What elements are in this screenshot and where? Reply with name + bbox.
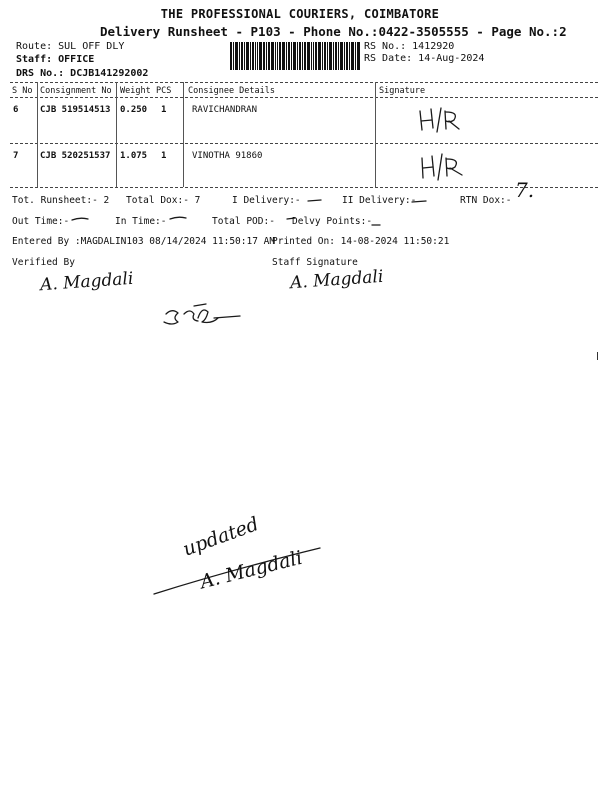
column-divider	[37, 82, 38, 187]
row-consignee: RAVICHANDRAN	[192, 105, 258, 115]
column-divider	[116, 82, 117, 187]
dash-mark	[305, 196, 325, 206]
table-header-rule	[10, 97, 598, 98]
total-runsheet: Tot. Runsheet:- 2	[12, 195, 110, 206]
route-label: Route: SUL OFF DLY	[16, 41, 125, 52]
row-sno: 6	[13, 105, 19, 115]
row-pcs: 1	[161, 151, 167, 161]
dash-mark	[370, 219, 384, 229]
verified-by-signature: A. Magdali	[39, 268, 134, 296]
table-bottom-rule	[10, 187, 598, 188]
verified-by-label: Verified By	[12, 257, 75, 268]
staff-label: Staff: OFFICE	[16, 54, 95, 65]
initials-scribble	[158, 296, 248, 330]
rs-date: RS Date: 14-Aug-2024	[364, 53, 485, 64]
row-sno: 7	[13, 151, 19, 161]
row-signature-handwritten	[416, 104, 476, 134]
i-delivery: I Delivery:-	[232, 195, 301, 206]
column-divider	[375, 82, 376, 187]
dash-mark	[410, 196, 430, 206]
rs-number: RS No.: 1412920	[364, 41, 455, 52]
out-time: Out Time:-	[12, 216, 70, 227]
staff-signature-label: Staff Signature	[272, 257, 358, 268]
runsheet-title: Delivery Runsheet - P103 - Phone No.:0422-3505555 - Page No.:2	[100, 24, 567, 39]
table-top-rule	[10, 82, 598, 83]
barcode	[230, 42, 360, 70]
updated-note: updated	[180, 513, 262, 561]
table-row-rule	[10, 143, 598, 144]
drs-number: DRS No.: DCJB141292002	[16, 68, 149, 79]
column-header-signature: Signature	[379, 86, 426, 96]
row-consignment: CJB 520251537	[40, 151, 111, 161]
bottom-signature: A. Magdali	[198, 546, 305, 594]
rtn-dox-handwritten-value: 7.	[515, 178, 535, 202]
ii-delivery: II Delivery:-	[342, 195, 417, 206]
column-header-weight: Weight	[120, 86, 151, 96]
row-pcs: 1	[161, 105, 167, 115]
row-consignee: VINOTHA 91860	[192, 151, 263, 161]
rtn-dox: RTN Dox:-	[460, 195, 512, 206]
delivery-points: Delvy Points:-	[292, 216, 373, 227]
row-signature-handwritten	[418, 150, 478, 182]
row-consignment: CJB 519514513	[40, 105, 111, 115]
total-pod: Total POD:-	[212, 216, 275, 227]
column-header-pcs: PCS	[156, 86, 172, 96]
row-weight: 1.075	[120, 151, 148, 161]
column-header-consignee: Consignee Details	[188, 86, 275, 96]
row-weight: 0.250	[120, 105, 148, 115]
company-name: THE PROFESSIONAL COURIERS, COIMBATORE	[160, 7, 440, 21]
staff-signature: A. Magdali	[289, 266, 384, 294]
column-header-consignment: Consignment No	[40, 86, 112, 96]
dash-mark	[168, 213, 190, 223]
column-divider	[183, 82, 184, 187]
printed-on: Printed On: 14-08-2024 11:50:21	[272, 236, 450, 247]
in-time: In Time:-	[115, 216, 167, 227]
entered-by: Entered By :MAGDALIN103 08/14/2024 11:50:17 AM	[12, 236, 276, 247]
total-dox: Total Dox:- 7	[126, 195, 201, 206]
column-header-sno: S No	[12, 86, 33, 96]
edge-mark	[597, 352, 598, 360]
dash-mark	[70, 214, 92, 224]
